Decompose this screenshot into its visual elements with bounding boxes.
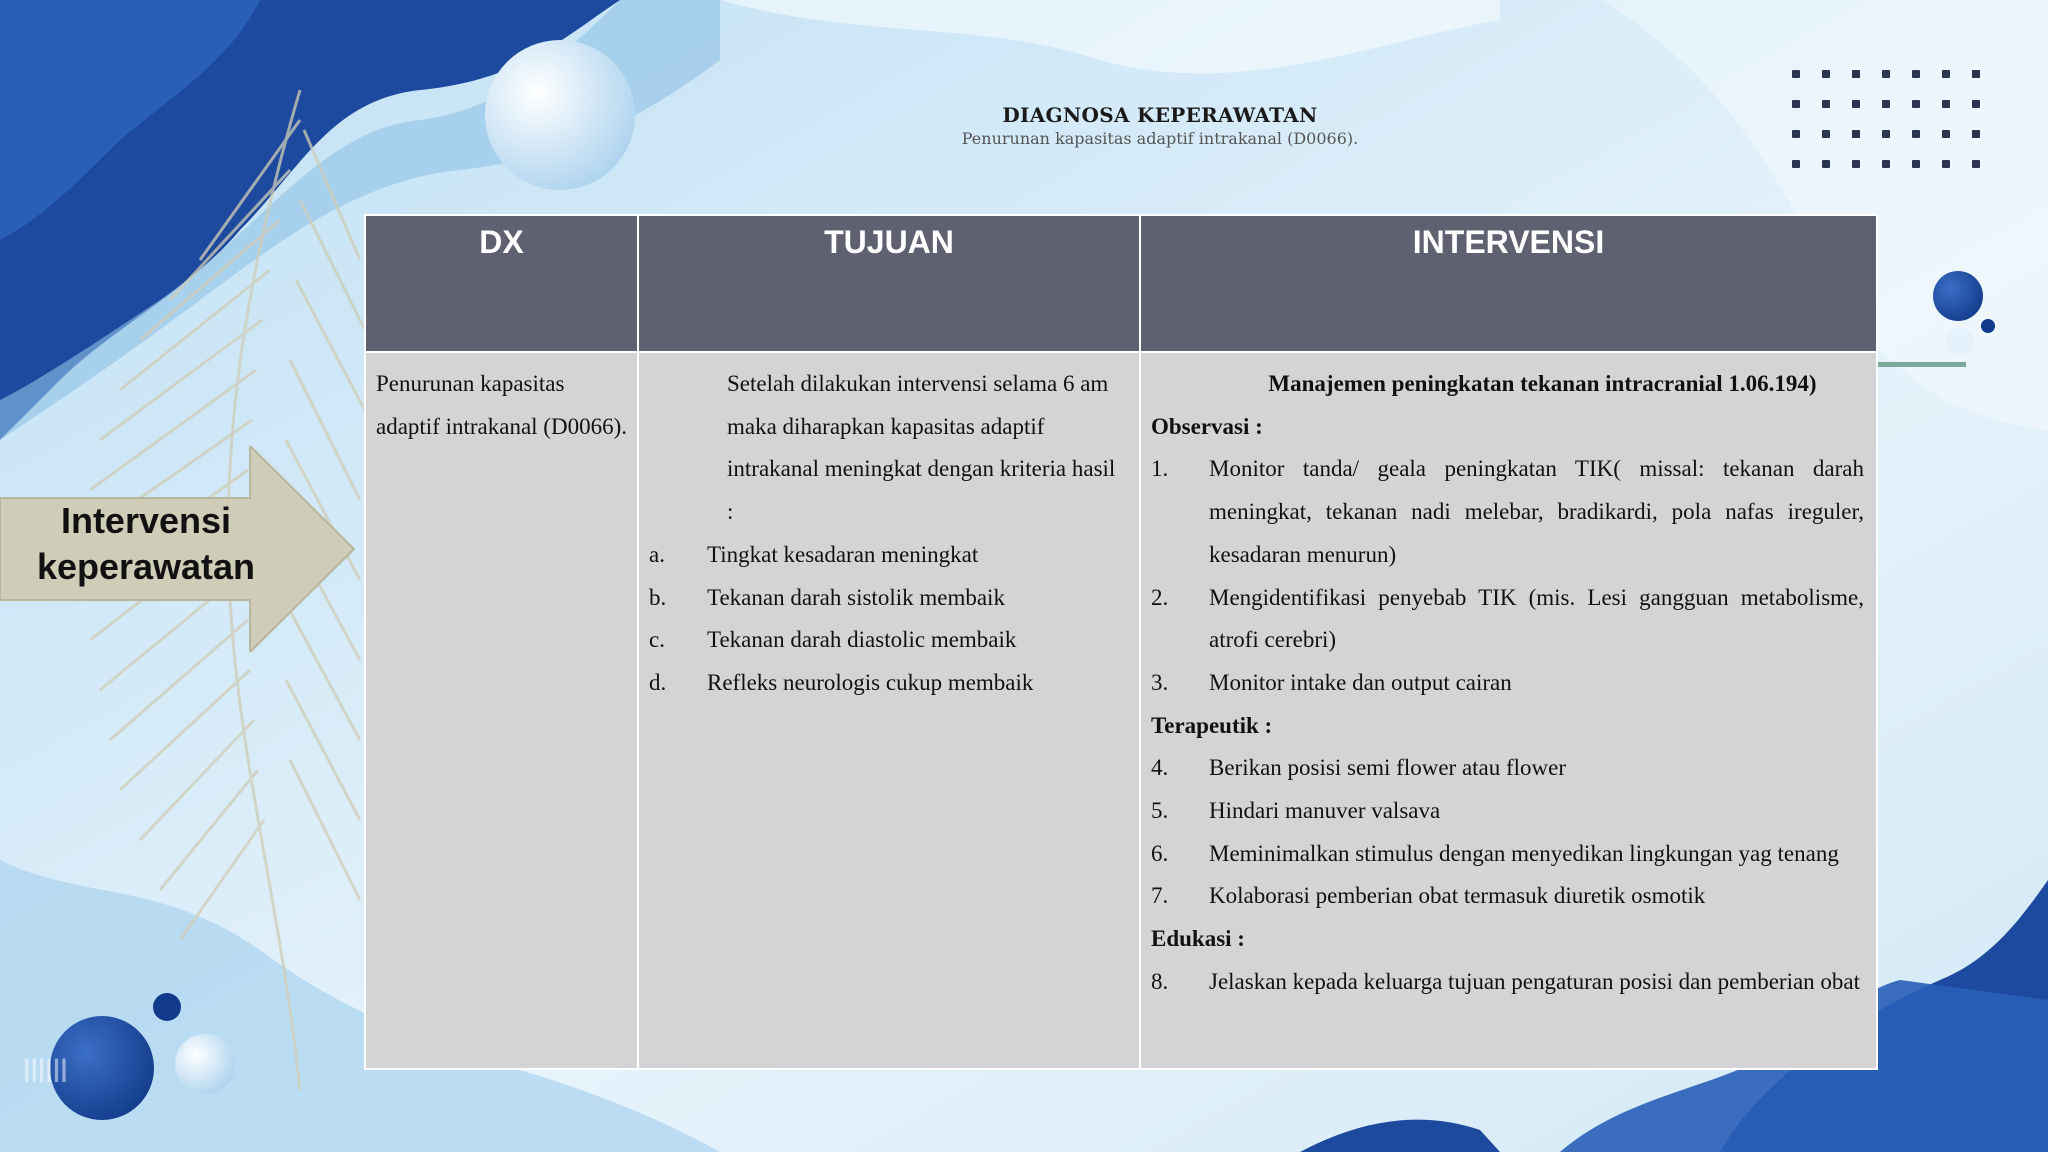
dot-grid-decoration (1790, 68, 2000, 170)
header-intervensi: INTERVENSI (1140, 215, 1877, 352)
list-item: 7. Kolaborasi pemberian obat termasuk diuretik osmotik (1151, 883, 1706, 909)
table-header-row (365, 215, 1877, 352)
section-heading-terapeutik: Terapeutik : (1151, 712, 1273, 738)
header-dx: DX (365, 215, 638, 352)
header-tujuan: TUJUAN (638, 215, 1140, 352)
list-item: 5. Hindari manuver valsava (1151, 798, 1441, 824)
intervention-table (364, 214, 1878, 1070)
table-body-row (365, 352, 1877, 1069)
arrow-label (0, 498, 292, 590)
cell-tujuan (638, 352, 1140, 1069)
list-item: 1. Monitor tanda/ geala peningkatan TIK( missal: tekanan darah meningkat, tekanan nadi melebar, bradikardi, pola nafas ireguler, kesadaran menurun) (1151, 456, 1864, 567)
intervensi-title: Manajemen peningkatan tekanan intracranial 1.06.194) (1268, 371, 1817, 396)
list-item: b. Tekanan darah sistolik membaik (649, 584, 1005, 610)
tujuan-intro: Setelah dilakukan intervensi selama 6 am maka diharapkan kapasitas adaptif intrakanal meningkat dengan kriteria hasil : (727, 371, 1116, 525)
slide-header (900, 103, 1420, 148)
cell-dx (365, 352, 638, 1069)
intervensi-arrow (0, 446, 356, 652)
slide-title: DIAGNOSA KEPERAWATAN (1002, 103, 1318, 127)
list-item: 4. Berikan posisi semi flower atau flower (1151, 755, 1567, 781)
list-item: d. Refleks neurologis cukup membaik (649, 669, 1034, 695)
list-item: 2. Mengidentifikasi penyebab TIK (mis. Lesi gangguan metabolisme, atrofi cerebri) (1151, 584, 1864, 653)
list-item: 6. Meminimalkan stimulus dengan menyedikan lingkungan yag tenang (1151, 840, 1839, 866)
arrow-label-line1: Intervensi (60, 500, 232, 541)
arrow-label-line2: keperawatan (36, 546, 256, 587)
list-item: c. Tekanan darah diastolic membaik (649, 627, 1017, 653)
list-item: 8. Jelaskan kepada keluarga tujuan pengaturan posisi dan pemberian obat (1151, 968, 1861, 994)
list-item: a. Tingkat kesadaran meningkat (649, 541, 979, 567)
section-heading-observasi: Observasi : (1151, 413, 1263, 439)
section-heading-edukasi: Edukasi : (1151, 926, 1245, 952)
slide-subtitle: Penurunan kapasitas adaptif intrakanal (D0066). (961, 129, 1359, 148)
corner-decoration-text: IIIIII (22, 1052, 67, 1090)
list-item: 3. Monitor intake dan output cairan (1151, 669, 1512, 695)
dx-text: Penurunan kapasitas adaptif intrakanal (D0066). (376, 371, 627, 439)
cell-intervensi (1140, 352, 1877, 1069)
